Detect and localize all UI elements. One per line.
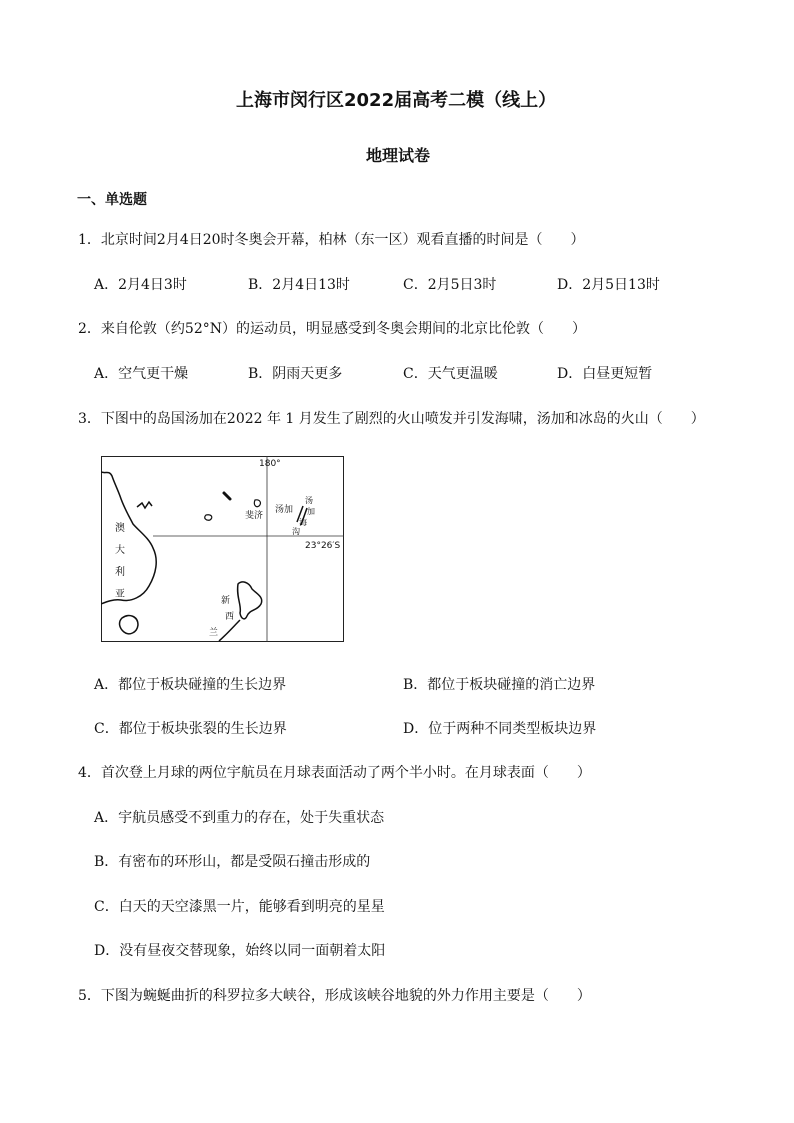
map-label-nz-3: 兰 <box>209 628 219 638</box>
map-label-tonga: 汤加 <box>275 505 294 515</box>
map-label-fiji: 斐济 <box>245 511 264 521</box>
question-4-stem: 4．首次登上月球的两位宇航员在月球表面活动了两个半小时。在月球表面（ ） <box>78 765 591 781</box>
q3-option-b: B．都位于板块碰撞的消亡边界 <box>403 677 596 693</box>
map-label-nz-1: 新 <box>221 596 231 606</box>
map-label-nz-2: 西 <box>225 612 235 622</box>
q4-option-b: B．有密布的环形山，都是受陨石撞击形成的 <box>94 854 371 870</box>
q2-option-b: B．阴雨天更多 <box>248 366 343 382</box>
q2-option-a: A．空气更干燥 <box>94 366 189 382</box>
map-label-australia-4: 亚 <box>115 589 125 600</box>
question-1-stem: 1．北京时间2月4日20时冬奥会开幕，柏林（东一区）观看直播的时间是（ ） <box>78 232 585 248</box>
question-5-stem: 5．下图为蜿蜒曲折的科罗拉多大峡谷，形成该峡谷地貌的外力作用主要是（ ） <box>78 988 591 1004</box>
q3-option-a: A．都位于板块碰撞的生长边界 <box>94 677 287 693</box>
q1-option-a: A．2月4日3时 <box>94 277 187 293</box>
q4-option-c: C．白天的天空漆黑一片，能够看到明亮的星星 <box>94 899 385 915</box>
q4-option-a: A．宇航员感受不到重力的存在，处于失重状态 <box>94 810 385 826</box>
map-label-trench-1: 汤 <box>305 496 313 505</box>
q2-option-d: D．白昼更短暂 <box>557 366 653 382</box>
question-2-stem: 2．来自伦敦（约52°N）的运动员，明显感受到冬奥会期间的北京比伦敦（ ） <box>78 321 586 337</box>
map-label-australia-3: 利 <box>115 567 125 578</box>
q3-option-d: D．位于两种不同类型板块边界 <box>403 721 597 737</box>
map-label-trench-4: 沟 <box>292 527 300 536</box>
page-subtitle: 地理试卷 <box>366 146 431 165</box>
question-3-stem: 3．下图中的岛国汤加在2022 年 1 月发生了剧烈的火山喷发并引发海啸，汤加和冰岛的火山（ ） <box>78 411 705 427</box>
map-label-trench-3: 海 <box>299 518 307 527</box>
q1-option-b: B．2月4日13时 <box>248 277 350 293</box>
map-label-australia-2: 大 <box>115 545 125 556</box>
map-lon-label: 180° <box>259 459 281 469</box>
q2-option-c: C．天气更温暖 <box>403 366 498 382</box>
map-label-australia-1: 澳 <box>115 523 125 534</box>
q1-option-c: C．2月5日3时 <box>403 277 497 293</box>
q3-option-c: C．都位于板块张裂的生长边界 <box>94 721 287 737</box>
map-lat-label: 23°26′S <box>305 541 341 551</box>
section-heading: 一、单选题 <box>77 192 147 208</box>
map-label-trench-2: 加 <box>307 507 315 516</box>
page-title: 上海市闵行区2022届高考二模（线上） <box>236 90 557 111</box>
q4-option-d: D．没有昼夜交替现象，始终以同一面朝着太阳 <box>94 943 386 959</box>
tonga-map-figure <box>101 456 344 642</box>
q1-option-d: D．2月5日13时 <box>557 277 660 293</box>
